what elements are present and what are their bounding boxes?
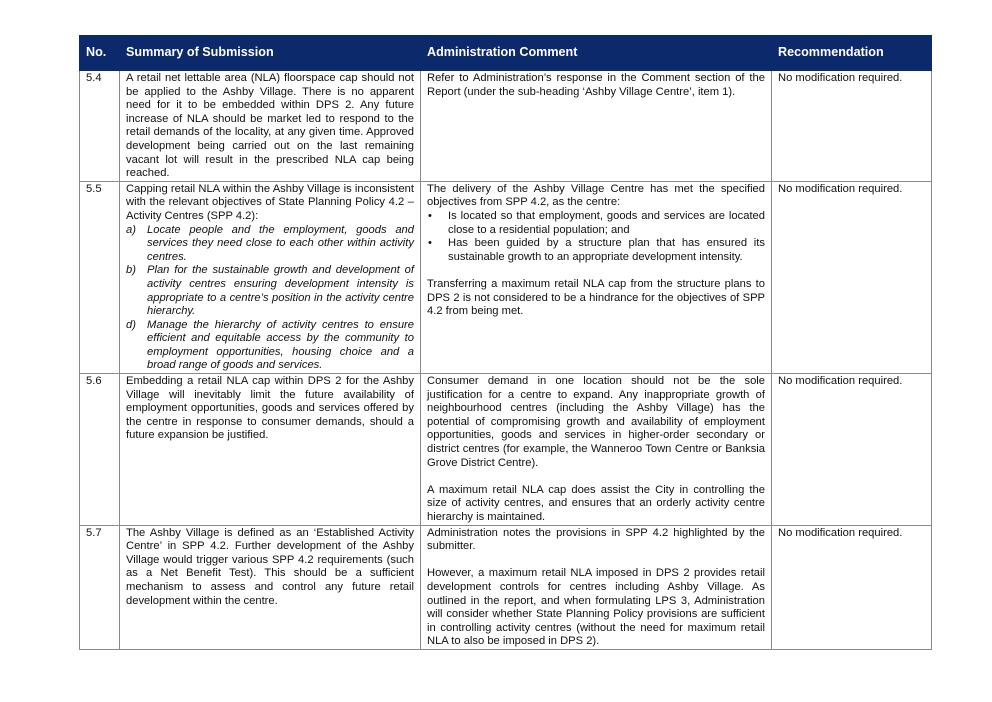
objectives-list <box>126 224 414 374</box>
summary-cell <box>120 181 421 373</box>
summary-cell: A retail net lettable area (NLA) floorspace cap should not be applied to the Ashby Village. There is no apparent need for it to be embedded within DPS 2. Any future increase of NLA should be market led to respond to the retail demands of the locality, at any given time. Approved development being carried out on the last remaining vacant lot will result in the prescribed NLA cap being reached. <box>120 71 421 182</box>
submissions-table <box>79 35 932 650</box>
list-item: • Has been guided by a structure plan that has ensured its sustainable growth to an appropriate development intensity. <box>427 237 765 264</box>
table-row <box>80 374 932 526</box>
summary-cell: Embedding a retail NLA cap within DPS 2 for the Ashby Village will inevitably limit the future availability of employment opportunities, goods and services offered by the centre in response to consumer demands, should a future expansion be justified. <box>120 374 421 526</box>
comment-cell <box>421 525 772 649</box>
summary-intro: Capping retail NLA within the Ashby Village is inconsistent with the relevant objectives of State Planning Policy 4.2 – Activity Centres (SPP 4.2): <box>126 182 414 222</box>
comment-paragraph: Consumer demand in one location should not be the sole justification for a centre to expand. Any inappropriate growth of neighbourhood centres (including the Ashby Village) has the potential of compromising growth and availability of employment opportunities, goods and services in higher-order secondary or district centres (for example, the Wanneroo Town Centre or Banksia Grove District Centre). <box>427 375 765 469</box>
comment-cell <box>421 374 772 526</box>
recommendation-cell: No modification required. <box>772 374 932 526</box>
list-item-text: Locate people and the employment, goods and services they need close to each other within activity centres. <box>147 223 414 263</box>
row-number: 5.4 <box>80 71 120 182</box>
bullet-list <box>427 210 765 264</box>
list-item <box>126 224 414 265</box>
comment-paragraph: A maximum retail NLA cap does assist the City in controlling the size of activity centres, and ensures that an orderly activity centre hierarchy is maintained. <box>427 483 765 523</box>
list-item <box>126 264 414 318</box>
recommendation-cell: No modification required. <box>772 525 932 649</box>
comment-paragraph: Administration notes the provisions in SPP 4.2 highlighted by the submitter. <box>427 526 765 553</box>
paragraph-gap <box>427 470 765 484</box>
list-letter: b) <box>126 264 136 277</box>
list-item <box>126 319 414 373</box>
comment-cell <box>421 181 772 373</box>
recommendation-cell: No modification required. <box>772 181 932 373</box>
header-no: No. <box>80 36 120 71</box>
list-item: • Is located so that employment, goods and services are located close to a residential population; and <box>427 210 765 237</box>
row-number: 5.6 <box>80 374 120 526</box>
header-recommendation: Recommendation <box>772 36 932 71</box>
comment-paragraph: Transferring a maximum retail NLA cap from the structure plans to DPS 2 is not considered to be a hindrance for the objectives of SPP 4.2 from being met. <box>427 277 765 318</box>
comment-cell: Refer to Administration’s response in the Comment section of the Report (under the sub-heading ‘Ashby Village Centre’, item 1). <box>421 71 772 182</box>
list-letter: d) <box>126 318 136 331</box>
row-number: 5.7 <box>80 525 120 649</box>
comment-paragraph: However, a maximum retail NLA imposed in DPS 2 provides retail development controls for centres including Ashby Village. As outlined in the report, and when formulating LPS 3, Administration will consider whether State Planning Policy provisions are sufficient in controlling activity centres (without the need for maximum retail NLA to also be imposed in DPS 2). <box>427 567 765 648</box>
table-row <box>80 71 932 182</box>
header-comment: Administration Comment <box>421 36 772 71</box>
header-summary: Summary of Submission <box>120 36 421 71</box>
recommendation-cell: No modification required. <box>772 71 932 182</box>
row-number: 5.5 <box>80 181 120 373</box>
list-item-text: Manage the hierarchy of activity centres to ensure efficient and equitable access by the community to employment opportunities, housing choice and a broad range of goods and services. <box>147 318 414 372</box>
paragraph-gap <box>427 264 765 278</box>
table-header-row <box>80 36 932 71</box>
list-letter: a) <box>126 223 136 236</box>
paragraph-gap <box>427 554 765 568</box>
list-item-text: Plan for the sustainable growth and development of activity centres ensuring development intensity is appropriate to a centre’s position in the activity centre hierarchy. <box>147 264 414 318</box>
comment-intro: The delivery of the Ashby Village Centre has met the specified objectives from SPP 4.2, as the centre: <box>427 182 765 209</box>
table-row <box>80 525 932 649</box>
table-row <box>80 181 932 373</box>
summary-cell: The Ashby Village is defined as an ‘Established Activity Centre’ in SPP 4.2. Further development of the Ashby Village would trigger various SPP 4.2 requirements (such as a Net Benefit Test). This should be a sufficient mechanism to assess and control any future retail development within the centre. <box>120 525 421 649</box>
